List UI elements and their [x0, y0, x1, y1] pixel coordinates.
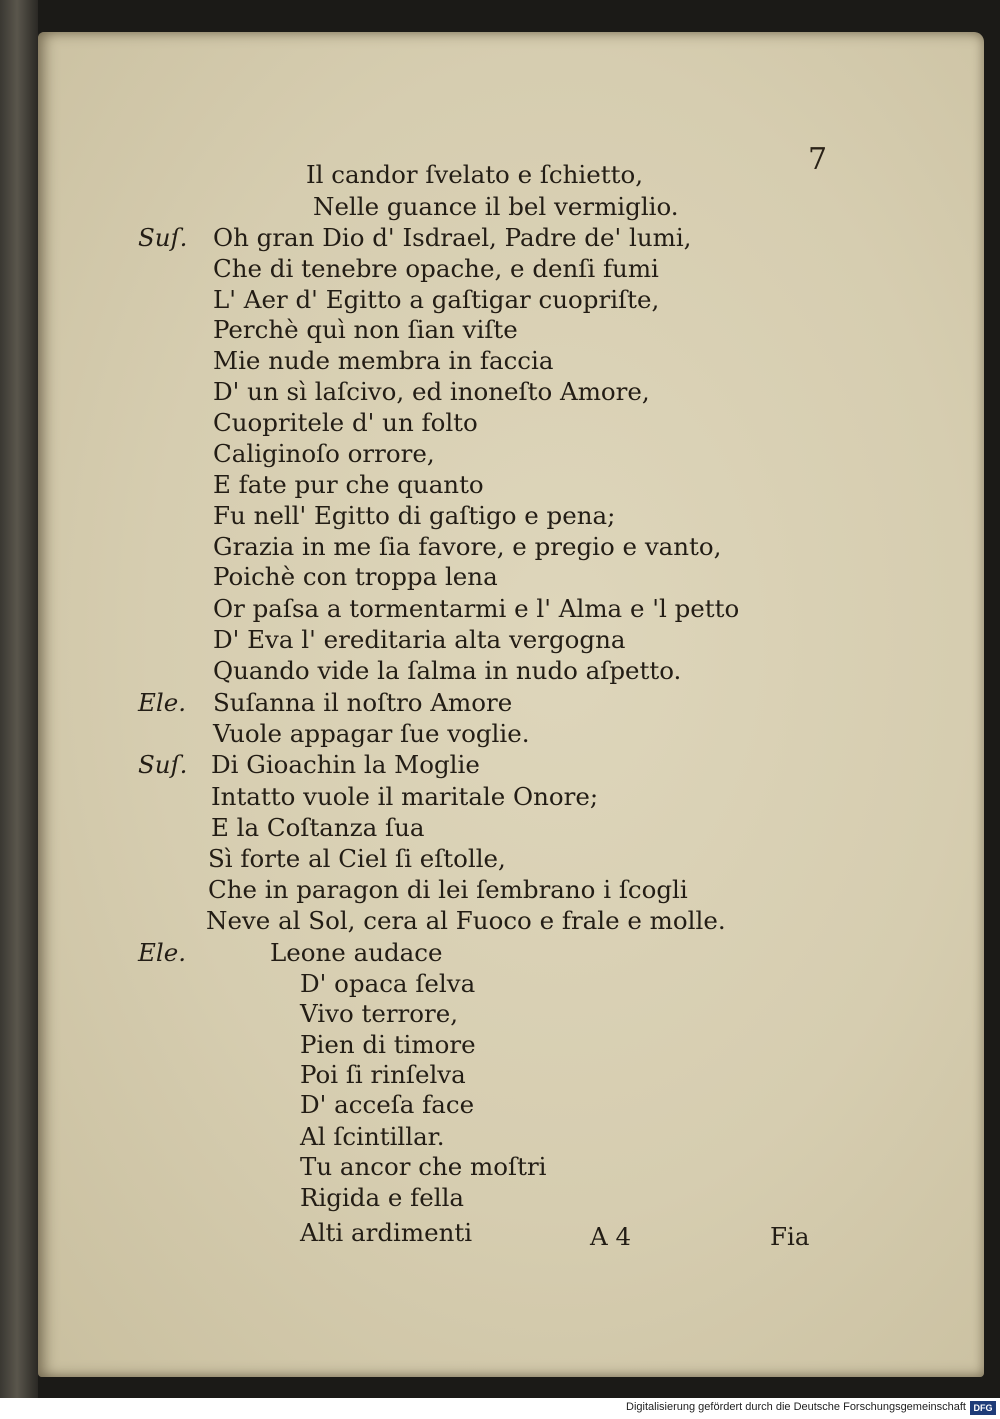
speaker-label: Suſ.	[138, 223, 188, 252]
verse-line: Alti ardimenti	[300, 1218, 473, 1247]
verse-line: Neve al Sol, cera al Fuoco e frale e molle.	[206, 906, 726, 935]
verse-line: Oh gran Dio d' Isdrael, Padre de' lumi,	[213, 223, 692, 252]
facing-page-edge	[0, 0, 38, 1398]
verse-line: E fate pur che quanto	[213, 470, 484, 499]
verse-line: E la Coſtanza ſua	[211, 813, 425, 842]
verse-line: Di Gioachin la Moglie	[211, 750, 480, 779]
verse-line: Vivo terrore,	[300, 999, 458, 1028]
dfg-logo: DFG	[970, 1401, 996, 1415]
page-number: 7	[808, 142, 828, 177]
verse-line: Leone audace	[270, 938, 443, 967]
verse-line: D' acceſa face	[300, 1090, 475, 1119]
verse-line: Quando vide la ſalma in nudo aſpetto.	[213, 656, 682, 685]
verse-line: Poi ſi rinſelva	[300, 1060, 466, 1089]
digitization-footer	[0, 1398, 1000, 1419]
signature-mark: A 4	[590, 1222, 632, 1251]
verse-line: Vuole appagar ſue voglie.	[213, 719, 530, 748]
catchword: Fia	[770, 1222, 810, 1251]
verse-line: Caliginoſo orrore,	[213, 439, 435, 468]
verse-line: Al ſcintillar.	[300, 1122, 445, 1151]
verse-line: D' opaca ſelva	[300, 969, 476, 998]
book-page	[38, 32, 984, 1377]
verse-line: Grazia in me ſia favore, e pregio e vanto,	[213, 532, 722, 561]
verse-line: Or paſsa a tormentarmi e l' Alma e 'l petto	[213, 594, 740, 623]
verse-line: Fu nell' Egitto di gaſtigo e pena;	[213, 501, 616, 530]
verse-line: Intatto vuole il maritale Onore;	[211, 782, 599, 811]
verse-line: Nelle guance il bel vermiglio.	[313, 192, 679, 221]
verse-line: Che di tenebre opache, e denſi fumi	[213, 254, 659, 283]
verse-line: Poichè con troppa lena	[213, 562, 498, 591]
speaker-label: Suſ.	[138, 750, 188, 779]
verse-line: Rigida e fella	[300, 1183, 465, 1212]
speaker-label: Ele.	[138, 688, 187, 717]
verse-line: Perchè quì non ſian viſte	[213, 315, 518, 344]
verse-line: D' Eva l' ereditaria alta vergogna	[213, 625, 626, 654]
verse-line: L' Aer d' Egitto a gaſtigar cuopriſte,	[213, 285, 660, 314]
verse-line: Pien di timore	[300, 1030, 476, 1059]
verse-line: Suſanna il noſtro Amore	[213, 688, 513, 717]
verse-line: Che in paragon di lei ſembrano i ſcogli	[208, 875, 688, 904]
verse-line: Sì forte al Ciel ſi eſtolle,	[208, 844, 506, 873]
footer-credit: Digitalisierung gefördert durch die Deutsche Forschungsgemeinschaft	[626, 1401, 966, 1413]
verse-line: Il candor ſvelato e ſchietto,	[306, 160, 643, 189]
verse-line: Mie nude membra in faccia	[213, 346, 554, 375]
verse-line: Tu ancor che moſtri	[300, 1152, 547, 1181]
speaker-label: Ele.	[138, 938, 187, 967]
verse-line: Cuopritele d' un folto	[213, 408, 478, 437]
verse-line: D' un sì laſcivo, ed inoneſto Amore,	[213, 377, 650, 406]
